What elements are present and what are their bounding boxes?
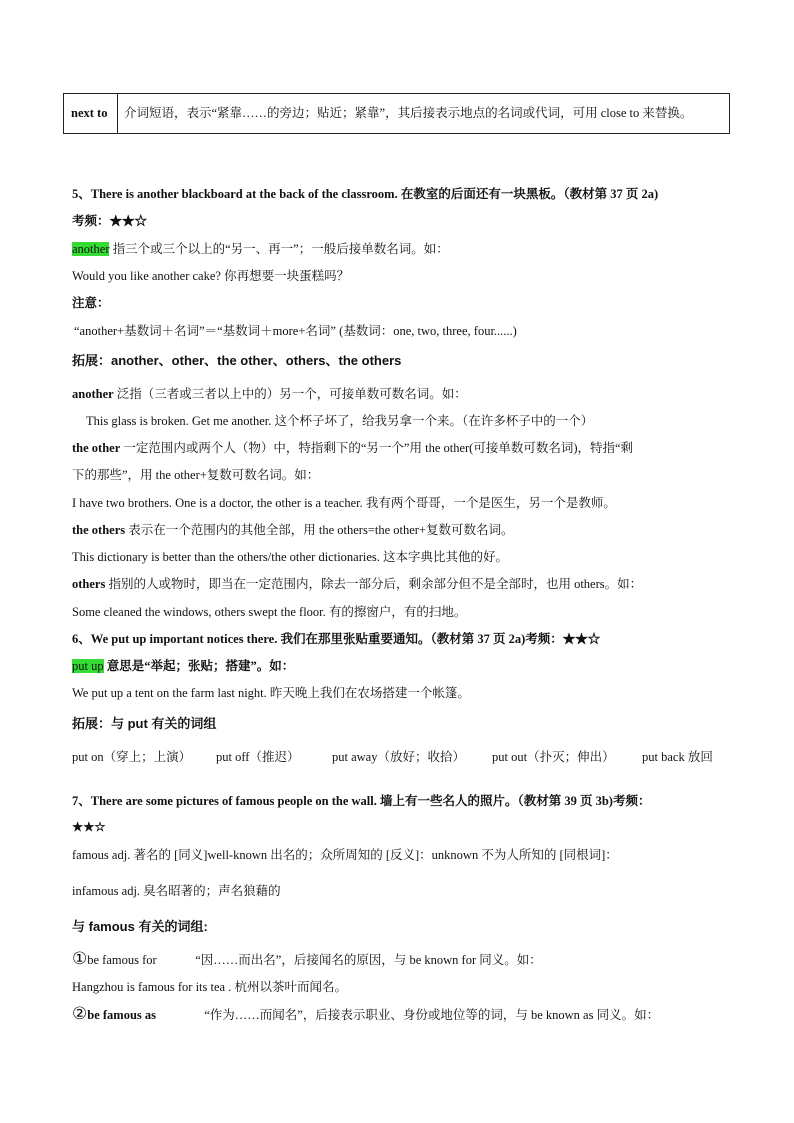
section-5-frequency: 考频：★★☆	[72, 214, 148, 228]
phrase-item: put on（穿上；上演）	[72, 750, 192, 764]
others-example: Some cleaned the windows, others swept the floor. 有的擦窗户，有的扫地。	[72, 605, 467, 619]
section-7-stars	[72, 818, 106, 836]
extension-title: 拓展：another、other、the other、others、the others	[72, 353, 402, 368]
definition-cell: 介词短语，表示“紧靠……的旁边；贴近；紧靠”，其后接表示地点的名词或代词，可用 close to 来替换。	[118, 94, 730, 134]
phrase-item: put out（扑灭；伸出）	[492, 750, 615, 764]
famous-phrase-1: ①be famous for “因……而出名”，后接闻名的原因，与 be known for 同义。如：	[72, 949, 542, 968]
others-usage: others 指别的人或物时，即当在一定范围内，除去一部分后，剩余部分但不是全部时，也用 others。如：	[72, 577, 643, 591]
put-up-example: We put up a tent on the farm last night. 昨天晚上我们在农场搭建一个帐篷。	[72, 686, 470, 700]
famous-phrase-1-example: Hangzhou is famous for its tea . 杭州以茶叶而闻名。	[72, 980, 347, 994]
another-usage: another 泛指（三者或三者以上中的）另一个，可接单数可数名词。如：	[72, 387, 467, 401]
another-example: This glass is broken. Get me another. 这个杯子坏了，给我另拿一个来。（在许多杯子中的一个）	[86, 414, 594, 428]
note-text: “another+基数词＋名词”＝“基数词＋more+名词” (基数词：one, two, three, four......)	[74, 324, 517, 338]
highlight-another: another	[72, 242, 110, 256]
famous-definition: famous adj. 著名的 [同义]well-known 出名的；众所周知的 [反义]：unknown 不为人所知的 [同根词]：	[72, 848, 618, 862]
highlight-put-up: put up	[72, 659, 104, 673]
the-others-usage: the others 表示在一个范围内的其他全部，用 the others=the other+复数可数名词。	[72, 523, 514, 537]
famous-phrases-title: 与 famous 有关的词组:	[72, 919, 208, 934]
phrase-item: put away（放好；收拾）	[332, 750, 465, 764]
the-others-example: This dictionary is better than the others/the other dictionaries. 这本字典比其他的好。	[72, 550, 509, 564]
section-7-sentence: There are some pictures of famous people on the wall.	[90, 794, 377, 808]
put-phrases	[72, 748, 713, 766]
put-extension-title: 拓展：与 put 有关的词组	[72, 716, 217, 731]
phrase-item: put off（推迟）	[216, 750, 300, 764]
frequency-stars: ★★☆	[562, 632, 601, 646]
section-6-title: 6、We put up important notices there. 我们在那里张贴重要通知。（教材第 37 页 2a)考频：★★☆	[72, 632, 601, 646]
phrase-item: put back 放回	[642, 750, 713, 764]
the-other-usage-cont: 下的那些”，用 the other+复数可数名词。如：	[72, 468, 320, 482]
section-5-title: 5、There is another blackboard at the back of the classroom. 在教室的后面还有一块黑板。（教材第 37 页 2a)	[72, 187, 659, 201]
famous-phrase-2: ②be famous as “作为……而闻名”，后接表示职业、身份或地位等的词，与 be known as 同义。如：	[72, 1004, 660, 1023]
infamous-definition: infamous adj. 臭名昭著的；声名狼藉的	[72, 884, 281, 898]
table-row	[64, 94, 730, 134]
section-5-sentence: There is another blackboard at the back of the classroom.	[90, 187, 398, 201]
frequency-stars: ★★☆	[72, 820, 106, 834]
the-other-example: I have two brothers. One is a doctor, the other is a teacher. 我有两个哥哥，一个是医生，另一个是教师。	[72, 496, 616, 510]
term-cell: next to	[64, 94, 118, 134]
note-label: 注意：	[72, 296, 110, 310]
the-other-usage: the other 一定范围内或两个人（物）中，特指剩下的“另一个”用 the other(可接单数可数名词)，特指“剩	[72, 441, 634, 455]
another-definition: another 指三个或三个以上的“另一、再一”；一般后接单数名词。如：	[72, 242, 449, 256]
definition-table	[63, 93, 730, 134]
section-7-title: 7、There are some pictures of famous people on the wall. 墙上有一些名人的照片。（教材第 39 页 3b)考频：	[72, 794, 651, 808]
put-up-definition: put up 意思是“举起；张贴；搭建”。如：	[72, 659, 295, 673]
frequency-stars: ★★☆	[109, 214, 148, 228]
section-6-sentence: We put up important notices there.	[90, 632, 278, 646]
example-sentence: Would you like another cake? 你再想要一块蛋糕吗？	[72, 269, 350, 283]
